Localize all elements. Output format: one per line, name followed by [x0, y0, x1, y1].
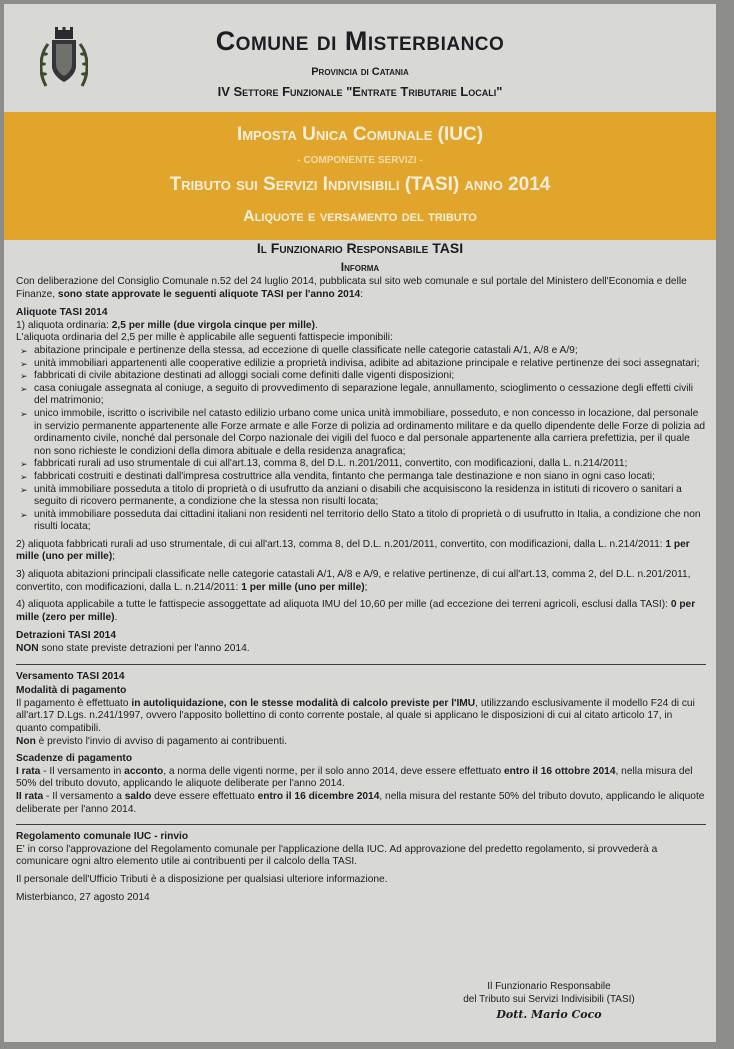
band-line-aliquote: Aliquote e versamento del tributo	[243, 208, 477, 225]
modalita-text: Il pagamento è effettuato in autoliquidazione, con le stesse modalità di calcolo previste per l'IMU, utilizzando esclusivamente il modello F24 di cui all'art.17 D.Lgs. n.241/1997, ovvero l'apposito bollettino di conto corrente postale, al quale si applicano le disposizioni di cui al citato articolo 17, in quanto compatibili.	[16, 697, 695, 734]
official-heading: Il Funzionario Responsabile TASI	[256, 240, 464, 256]
signature-block	[444, 980, 654, 1021]
title-band	[4, 112, 716, 240]
place-date: Misterbianco, 27 agosto 2014	[16, 891, 150, 903]
informa-heading: Informa	[340, 260, 380, 274]
aliquota-list-intro: L'aliquota ordinaria del 2,5 per mille è applicabile alle seguenti fattispecie imponibili:	[16, 332, 393, 344]
rata-2: II rata - Il versamento a saldo deve essere effettuato entro il 16 dicembre 2014, nella misura del restante 50% del tributo dovuto, applicando le aliquote deliberate per l'anno 2014.	[16, 790, 705, 815]
rata-1: I rata - Il versamento in acconto, a norma delle vigenti norme, per il solo anno 2014, deve essere effettuato entro il 16 ottobre 2014, nella misura del 50% del tributo dovuto, applicando le aliquote deliberate per l'anno 2014.	[16, 765, 693, 790]
list-item: ➢ unico immobile, iscritto o iscrivibile nel catasto edilizio urbano come unica unità immobiliare, posseduto, e non concesso in locazione, dal personale in servizio permanente appartenente alle Forze armate e alle Forze di polizia ad ordinamento militare e da quello dipendente delle Forze di polizia ad ordinamento civile, nonché dal personale del Corpo nazionale dei vigili del fuoco e dal personale appartenente alla carriera prefettizia, per il quale non sono richieste le condizioni della dimora abituale e della residenza anagrafica;	[34, 408, 706, 458]
list-item: ➢ unità immobiliare posseduta a titolo di proprietà o di usufrutto da anziani o disabili che acquisiscono la residenza in istituti di ricovero o sanitari a seguito di ricovero permanente, a condizione che la stessa non risulti locata;	[34, 484, 706, 509]
list-item: ➢ fabbricati rurali ad uso strumentale di cui all'art.13, comma 8, del D.L. n.201/2011, convertito, con modificazioni, dalla L. n.214/2011;	[34, 458, 706, 471]
band-line-tasi: Tributo sui Servizi Indivisibili (TASI) anno 2014	[169, 174, 551, 195]
signature-name: Dott. Mario Coco	[496, 1008, 602, 1021]
regolamento-text: E' in corso l'approvazione del Regolamento comunale per l'applicazione della IUC. Ad approvazione del predetto regolamento, si provvederà a comunicare ogni altro elemento utile ai contribuenti per il calcolo della TASI.	[16, 843, 658, 868]
fattispecie-list	[16, 345, 706, 534]
aliquota-4: 4) aliquota applicabile a tutte le fattispecie assoggettate ad aliquota IMU del 10,60 per mille (ad eccezione dei terreni agricoli, esclusi dalla TASI): 0 per mille (zero per mille).	[16, 599, 696, 623]
avviso-text: Non è previsto l'invio di avviso di pagamento ai contribuenti.	[16, 735, 287, 747]
scadenze-title: Scadenze di pagamento	[16, 753, 133, 765]
list-item: ➢ fabbricati costruiti e destinati dall'impresa costruttrice alla vendita, fintanto che permanga tale destinazione e non siano in ogni caso locati;	[34, 471, 706, 484]
sector-line: IV Settore Funzionale "Entrate Tributarie Locali"	[217, 84, 503, 99]
aliquota-1: 1) aliquota ordinaria: 2,5 per mille (due virgola cinque per mille).	[16, 319, 318, 331]
notice-sheet	[4, 4, 716, 1042]
list-item: ➢ abitazione principale e pertinenze della stessa, ad eccezione di quelle classificate nelle categorie catastali A/1, A/8 e A/9;	[34, 345, 706, 358]
ufficio-text: Il personale dell'Ufficio Tributi è a disposizione per qualsiasi ulteriore informazione.	[16, 873, 388, 885]
list-item: ➢ unità immobiliare posseduta dai cittadini italiani non residenti nel territorio dello Stato a titolo di proprietà o di usufrutto in Italia, a condizione che non risulti locata;	[34, 509, 706, 534]
regolamento-title: Regolamento comunale IUC - rinvio	[16, 831, 189, 843]
versamento-title: Versamento TASI 2014	[16, 670, 125, 682]
aliquota-2: 2) aliquota fabbricati rurali ad uso strumentale, di cui all'art.13, comma 8, del D.L. n.201/2011, convertito, con modificazioni, dalla L. n.214/2011: 1 per mille (uno per mille);	[16, 538, 690, 563]
aliquota-3: 3) aliquota abitazioni principali classificate nelle categorie catastali A/1, A/8 e A/9, e relative pertinenze, di cui all'art.13, comma 2, del D.L. n.201/2011, convertito, con modificazioni, dalla L. n.214/2011: 1 per mille (uno per mille);	[16, 569, 691, 593]
province-line: Provincia di Catania	[311, 66, 409, 78]
modalita-title: Modalità di pagamento	[16, 685, 127, 697]
detrazioni-title: Detrazioni TASI 2014	[16, 630, 117, 642]
notice-body	[16, 276, 706, 904]
band-line-component: - COMPONENTE SERVIZI -	[297, 155, 423, 166]
section-divider	[16, 824, 706, 825]
detrazioni-text: NON sono state previste detrazioni per l'anno 2014.	[16, 643, 250, 655]
signature-role: Il Funzionario Responsabile	[487, 981, 611, 992]
signature-role-detail: del Tributo sui Servizi Indivisibili (TASI)	[463, 994, 635, 1005]
list-item: ➢ fabbricati di civile abitazione destinati ad alloggi sociali come definiti dalle vigenti disposizioni;	[34, 370, 706, 383]
intro-paragraph: Con deliberazione del Consiglio Comunale n.52 del 24 luglio 2014, pubblicata sul sito web comunale e sul portale del Ministero dell'Economia e delle Finanze, sono state approvate le seguenti aliquote TASI per l'anno 2014:	[16, 276, 687, 300]
band-line-iuc: Imposta Unica Comunale (IUC)	[236, 124, 484, 145]
aliquote-title: Aliquote TASI 2014	[16, 307, 108, 319]
municipality-title: Comune di Misterbianco	[215, 26, 505, 56]
list-item: ➢ unità immobiliari appartenenti alle cooperative edilizie a proprietà indivisa, adibite ad abitazione principale e relative pertinenze dei soci assegnatari;	[34, 358, 706, 371]
section-divider	[16, 664, 706, 665]
list-item: ➢ casa coniugale assegnata al coniuge, a seguito di provvedimento di separazione legale, annullamento, scioglimento o cessazione degli effetti civili del matrimonio;	[34, 383, 706, 408]
